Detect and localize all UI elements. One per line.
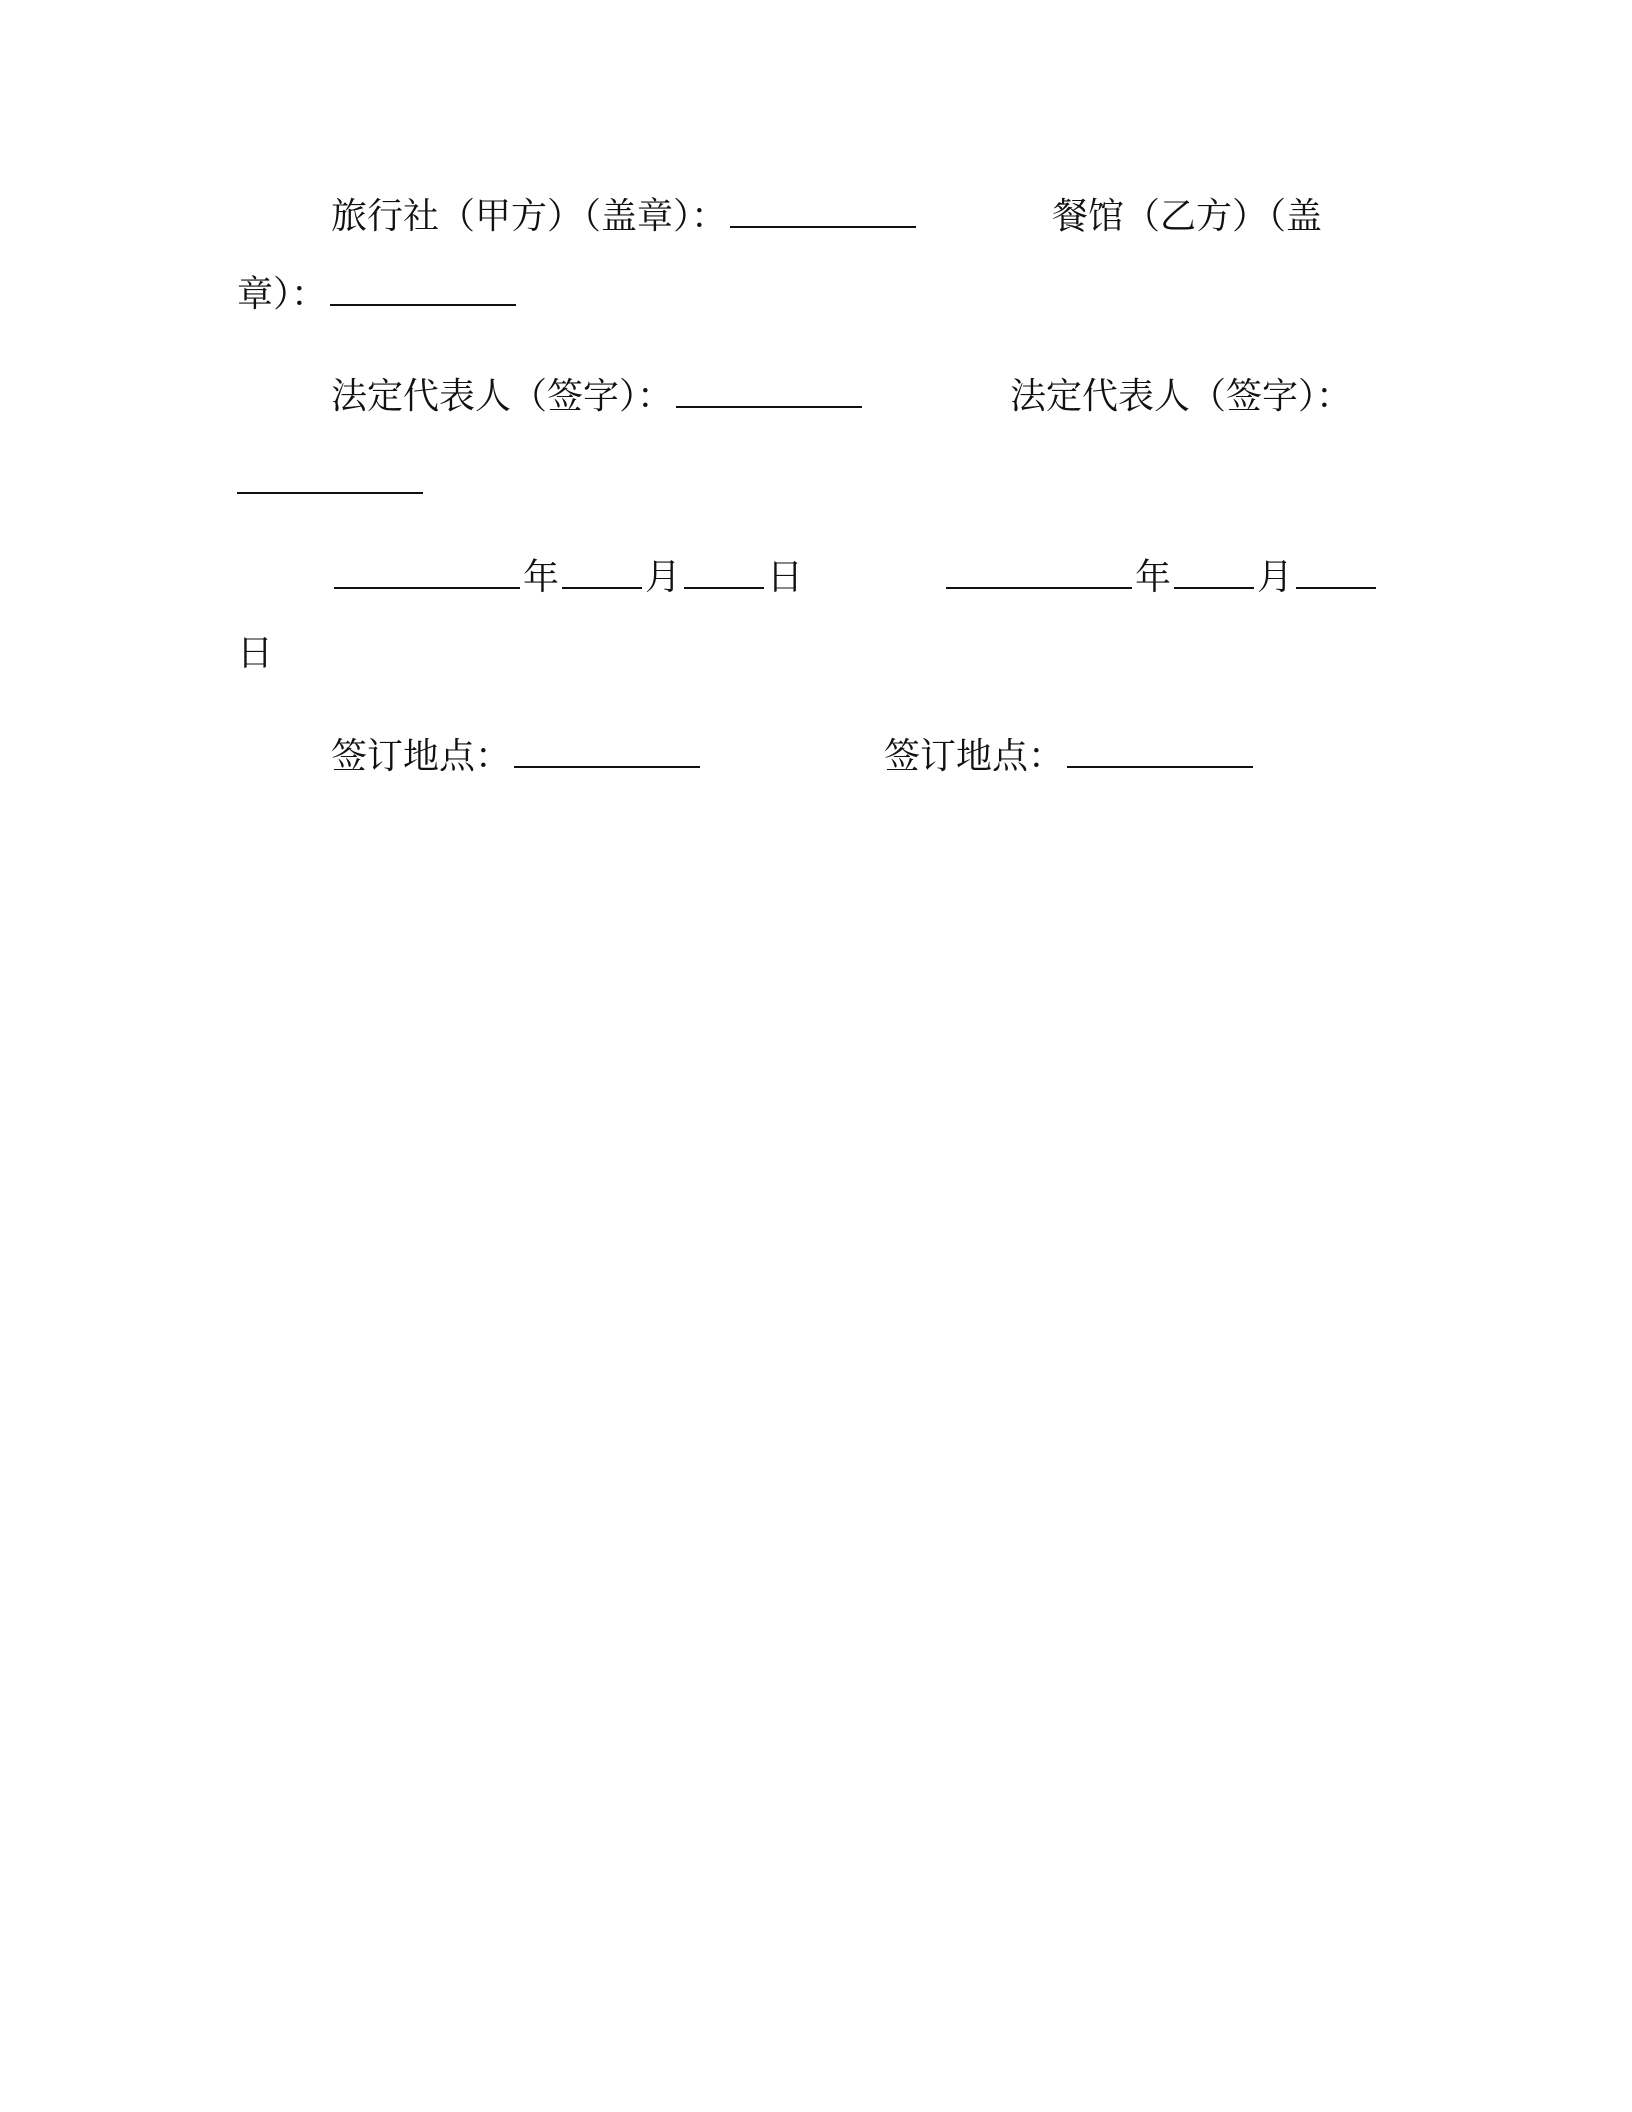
party-b-seal-label: 餐馆（乙方）（盖 bbox=[1052, 196, 1323, 237]
party-b-seal-line-cont bbox=[237, 273, 519, 317]
party-b-seal-line bbox=[1052, 195, 1322, 239]
party-b-rep-blank[interactable] bbox=[237, 492, 423, 494]
party-a-seal-label: 旅行社（甲方）（盖章）： bbox=[331, 196, 728, 237]
party-b-date-line bbox=[943, 556, 1379, 600]
party-a-date-line bbox=[331, 556, 803, 600]
party-b-seal-label-cont: 章）： bbox=[237, 274, 328, 315]
party-b-rep-label: 法定代表人（签字）： bbox=[1010, 376, 1353, 417]
party-a-rep-blank[interactable] bbox=[676, 406, 862, 408]
party-a-rep-line bbox=[331, 375, 865, 419]
party-a-seal-line bbox=[331, 195, 919, 239]
party-a-seal-blank[interactable] bbox=[730, 226, 916, 228]
party-b-place-label: 签订地点： bbox=[884, 736, 1065, 777]
party-a-month-blank[interactable] bbox=[562, 587, 642, 589]
party-a-month-label: 月 bbox=[645, 557, 682, 598]
party-b-rep-line bbox=[1010, 375, 1352, 419]
party-b-month-blank[interactable] bbox=[1174, 587, 1254, 589]
party-b-year-blank[interactable] bbox=[946, 587, 1132, 589]
party-a-place-blank[interactable] bbox=[514, 766, 700, 768]
party-a-place-line bbox=[331, 735, 703, 779]
party-a-year-label: 年 bbox=[523, 557, 560, 598]
party-a-year-blank[interactable] bbox=[334, 587, 520, 589]
party-b-day-blank[interactable] bbox=[1296, 587, 1376, 589]
party-a-day-blank[interactable] bbox=[684, 587, 764, 589]
party-b-place-blank[interactable] bbox=[1067, 766, 1253, 768]
party-b-year-label: 年 bbox=[1135, 557, 1172, 598]
party-b-seal-blank[interactable] bbox=[330, 304, 516, 306]
party-b-place-line bbox=[884, 735, 1256, 779]
party-a-day-label: 日 bbox=[767, 557, 804, 598]
party-b-day-label: 日 bbox=[237, 633, 274, 674]
party-b-month-label: 月 bbox=[1257, 557, 1294, 598]
party-a-rep-label: 法定代表人（签字）： bbox=[331, 376, 674, 417]
party-b-day-line bbox=[237, 632, 273, 676]
party-a-place-label: 签订地点： bbox=[331, 736, 512, 777]
